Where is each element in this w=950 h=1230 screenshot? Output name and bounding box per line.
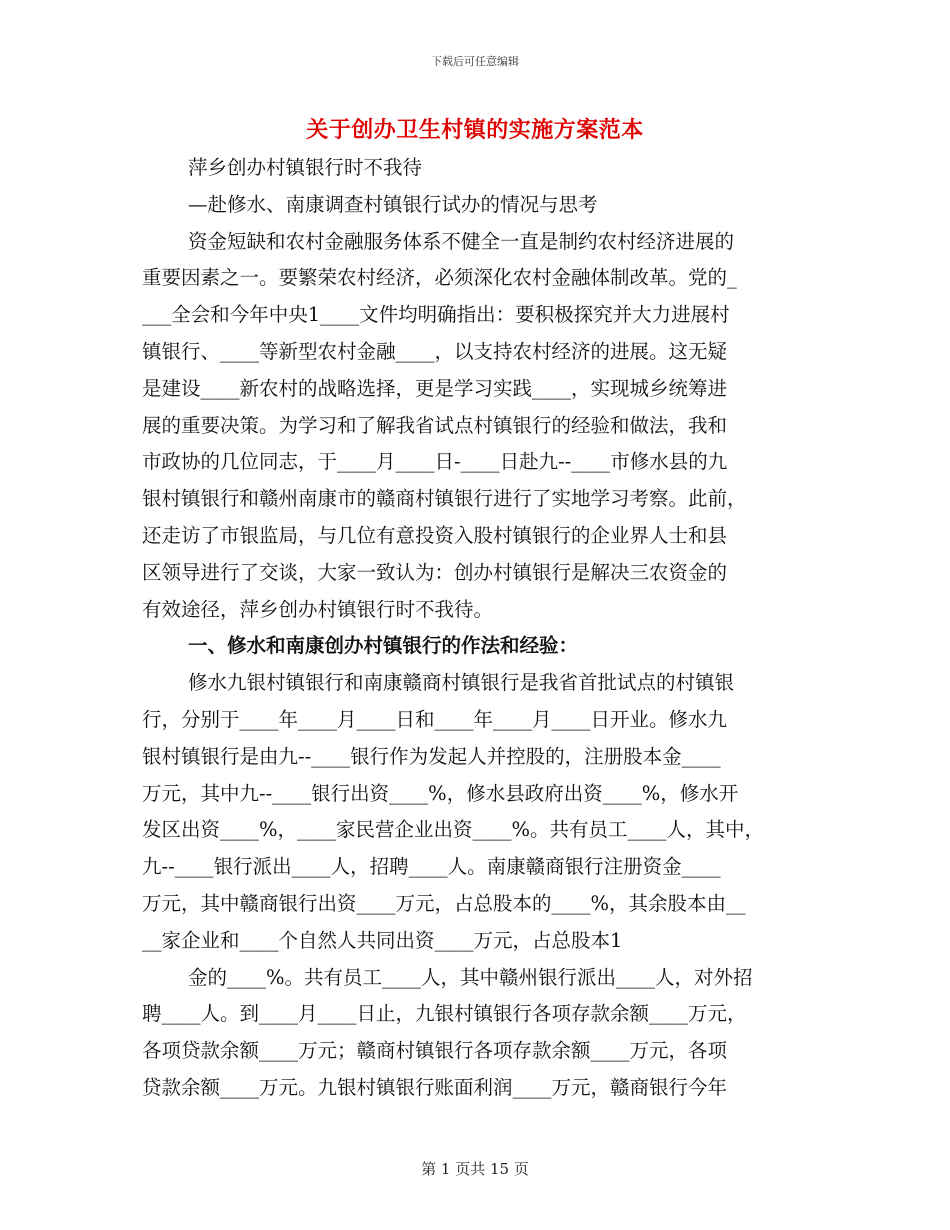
paragraph-line: 银村镇银行和赣州南康市的赣商村镇银行进行了实地学习考察。此前， [142, 487, 747, 511]
paragraph-line: 镇银行、____等新型农村金融____，以支持农村经济的进展。这无疑 [142, 339, 728, 363]
paragraph-line: 聘____人。到____月____日止，九银村镇银行各项存款余额____万元， [142, 1002, 747, 1026]
paragraph-line: 市政协的几位同志，于____月____日-____日赴九--____市修水县的九 [142, 450, 728, 474]
paragraph-line: 修水九银村镇银行和南康赣商村镇银行是我省首批试点的村镇银 [188, 671, 735, 695]
paragraph-line: 九--____银行派出____人，招聘____人。南康赣商银行注册资金____ [142, 855, 721, 879]
document-body [142, 150, 807, 1107]
page-footer: 第 1 页共 15 页 [421, 1160, 529, 1178]
paragraph-line: 区领导进行了交谈，大家一致认为：创办村镇银行是解决三农资金的 [142, 560, 728, 584]
subtitle-line: 萍乡创办村镇银行时不我待 [188, 156, 423, 179]
paragraph-line: 资金短缺和农村金融服务体系不健全一直是制约农村经济进展的 [188, 229, 735, 253]
paragraph-line: 贷款余额____万元。九银村镇银行账面利润____万元，赣商银行今年 [142, 1075, 728, 1099]
paragraph-line: 还走访了市银监局，与几位有意投资入股村镇银行的企业界人士和县 [142, 523, 728, 547]
paragraph-line: 银村镇银行是由九--____银行作为发起人并控股的，注册股本金____ [142, 744, 721, 768]
paragraph-line: 展的重要决策。为学习和了解我省试点村镇银行的经验和做法，我和 [142, 413, 728, 437]
subtitle-line: —赴修水、南康调查村镇银行试办的情况与思考 [188, 192, 598, 216]
paragraph-line: 发区出资____%，____家民营企业出资____%。共有员工____人，其中， [142, 818, 765, 842]
paragraph-line: 金的____%。共有员工____人，其中赣州银行派出____人，对外招 [188, 965, 753, 989]
paragraph-line: 行，分别于____年____月____日和____年____月____日开业。修水九 [142, 707, 728, 731]
paragraph-line: 是建设____新农村的战略选择，更是学习实践____，实现城乡统筹进 [142, 376, 728, 400]
document-title: 关于创办卫生村镇的实施方案范本 [306, 117, 644, 143]
paragraph-line: 万元，其中赣商银行出资____万元，占总股本的____%，其余股本由__ [142, 891, 746, 915]
paragraph-line: 各项贷款余额____万元；赣商村镇银行各项存款余额____万元，各项 [142, 1039, 728, 1063]
paragraph-line: ___全会和今年中央1____文件均明确指出：要积极探究并大力进展村 [142, 303, 730, 327]
paragraph-line: 重要因素之一。要繁荣农村经济，必须深化农村金融体制改革。党的_ [142, 266, 737, 290]
paragraph-line: __家企业和____个自然人共同出资____万元，占总股本1 [142, 928, 623, 952]
header-note: 下载后可任意编辑 [431, 55, 519, 68]
section-heading: 一、修水和南康创办村镇银行的作法和经验： [188, 634, 579, 658]
paragraph-line: 万元，其中九--____银行出资____%，修水县政府出资____%，修水开 [142, 781, 739, 805]
paragraph-line: 有效途径，萍乡创办村镇银行时不我待。 [142, 597, 494, 621]
